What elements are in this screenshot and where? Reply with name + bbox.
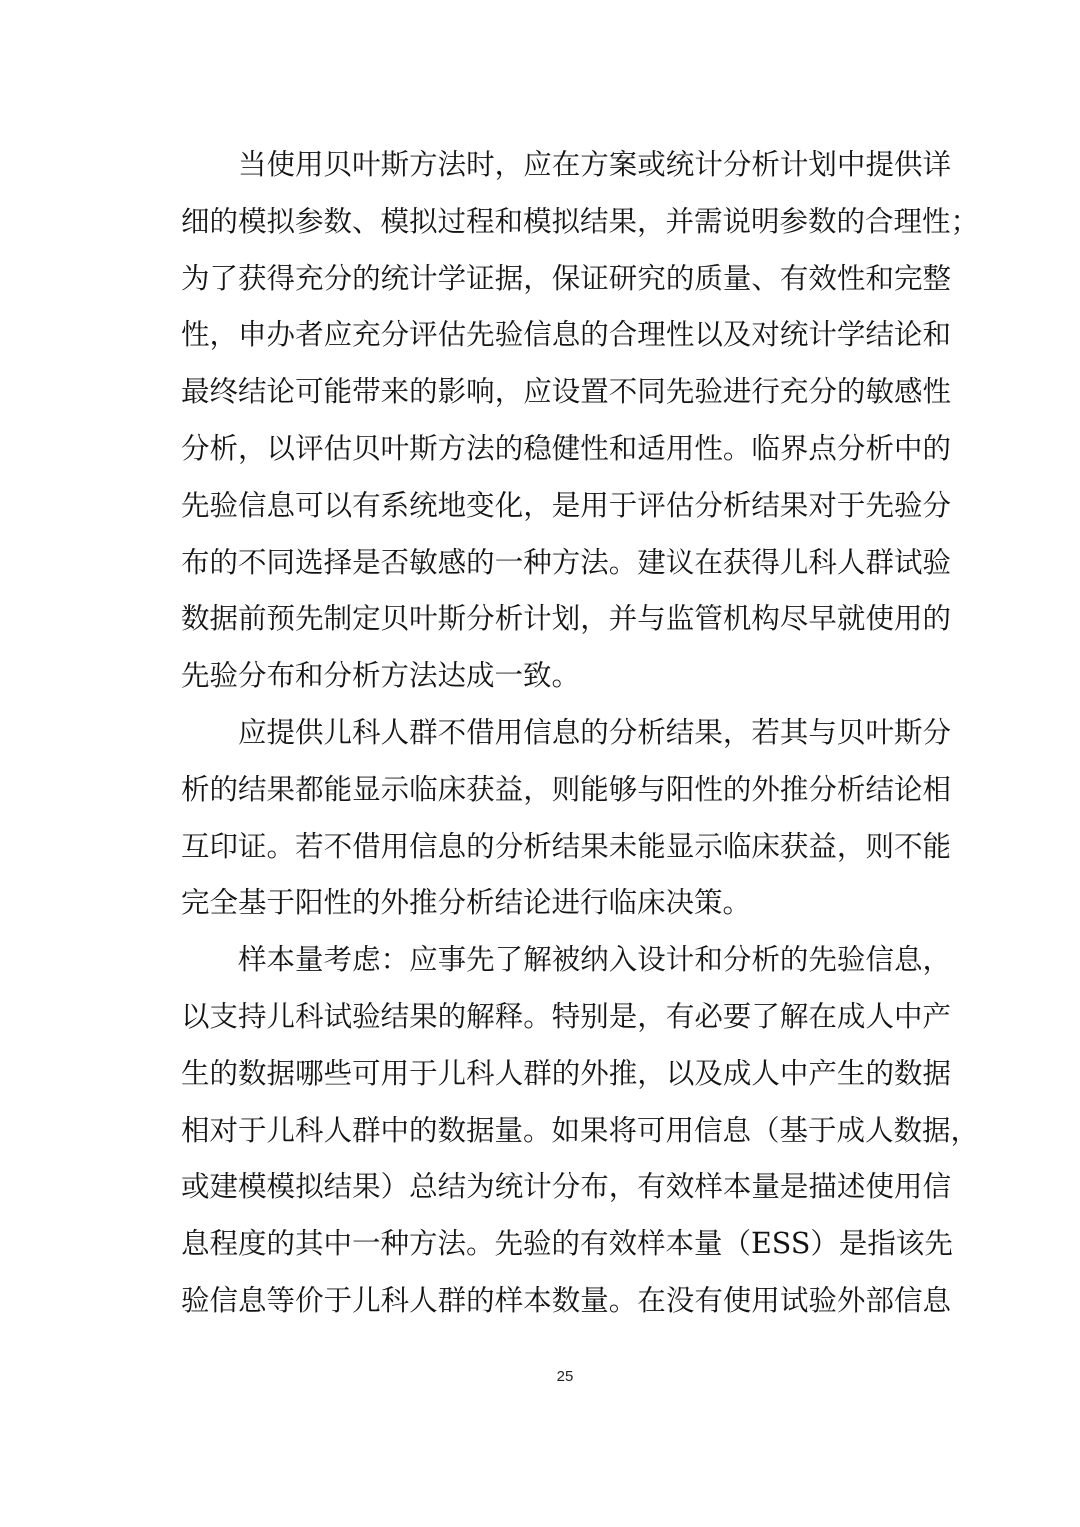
paragraph-sample-size [181, 932, 980, 1330]
text-line: 应提供儿科人群不借用信息的分析结果，若其与贝叶斯分 [238, 715, 951, 749]
paragraph-non-borrowing-analysis [181, 705, 951, 932]
text-line: 先验信息可以有系统地变化，是用于评估分析结果对于先验分 [181, 488, 951, 522]
text-line: 布的不同选择是否敏感的一种方法。建议在获得儿科人群试验 [181, 545, 951, 579]
text-line: 互印证。若不借用信息的分析结果未能显示临床获益，则不能 [181, 829, 951, 863]
text-line: 相对于儿科人群中的数据量。如果将可用信息（基于成人数据， [181, 1113, 980, 1147]
text-line: 性，申办者应充分评估先验信息的合理性以及对统计学结论和 [181, 318, 951, 352]
text-line: 生的数据哪些可用于儿科人群的外推，以及成人中产生的数据 [181, 1056, 951, 1090]
paragraph-bayesian-methods [181, 137, 980, 705]
text-line: 当使用贝叶斯方法时，应在方案或统计分析计划中提供详 [238, 148, 951, 181]
text-line: 完全基于阳性的外推分析结论进行临床决策。 [181, 886, 752, 920]
text-line: 以支持儿科试验结果的解释。特别是，有必要了解在成人中产 [181, 999, 951, 1033]
text-line: 细的模拟参数、模拟过程和模拟结果，并需说明参数的合理性； [181, 204, 980, 238]
text-line: 分析，以评估贝叶斯方法的稳健性和适用性。临界点分析中的 [181, 431, 951, 465]
text-line: 或建模模拟结果）总结为统计分布，有效样本量是描述使用信 [181, 1170, 951, 1204]
text-line: 数据前预先制定贝叶斯分析计划，并与监管机构尽早就使用的 [181, 602, 951, 636]
text-line: 为了获得充分的统计学证据，保证研究的质量、有效性和完整 [181, 261, 951, 295]
text-line: 最终结论可能带来的影响，应设置不同先验进行充分的敏感性 [181, 375, 951, 409]
text-line: 先验分布和分析方法达成一致。 [181, 659, 581, 693]
text-line: 息程度的其中一种方法。先验的有效样本量（ESS）是指该先 [181, 1227, 953, 1261]
text-line: 验信息等价于儿科人群的样本数量。在没有使用试验外部信息 [181, 1283, 951, 1317]
page-number: 25 [556, 1368, 574, 1385]
body-text [181, 137, 980, 1330]
text-line: 样本量考虑：应事先了解被纳入设计和分析的先验信息， [238, 943, 951, 977]
text-line: 析的结果都能显示临床获益，则能够与阳性的外推分析结论相 [181, 772, 951, 806]
